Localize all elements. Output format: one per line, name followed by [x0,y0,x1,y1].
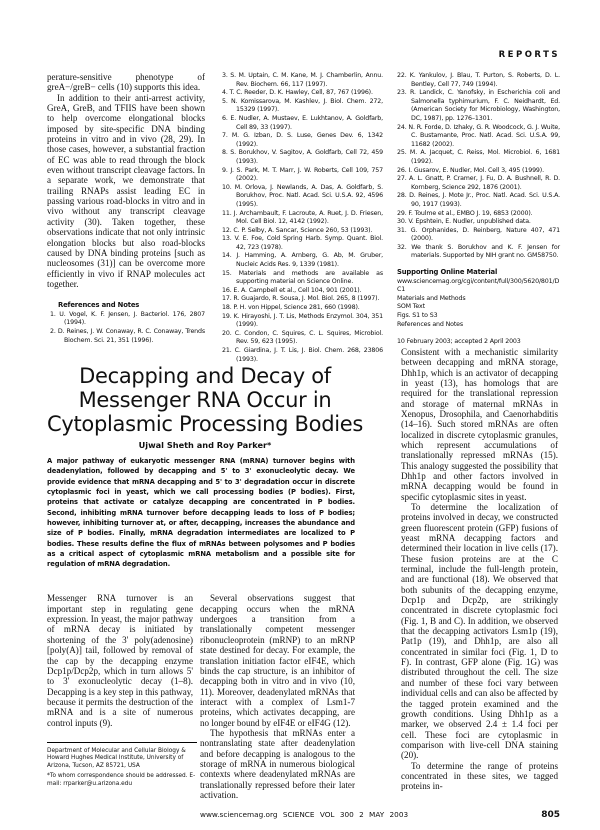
som-line: SOM Text [397,303,425,311]
reference-item: 7. M. G. Izban, D. S. Luse, Genes Dev. 6, 1342 (1992). [222,132,383,148]
references-col-2 [222,72,383,364]
reference-item: 27. A. L. Gnatt, P. Cramer, J. Fu, D. A. Bushnell, R. D. Kornberg, Science 292, 1876 (2001). [397,175,560,191]
som-line: Figs. S1 to S3 [397,312,438,320]
reference-item: 3. S. M. Uptain, C. M. Kane, M. J. Chamberlin, Annu. Rev. Biochem. 66, 117 (1997). [222,72,383,88]
page-footer [47,810,560,820]
reference-item: 24. N. R. Forde, D. Izhaky, G. R. Woodcock, G. J. Wuite, C. Bustamante, Proc. Natl. Acad. Sci. U.S.A. 99, 11682 (2002). [397,123,560,148]
paragraph: In addition to their anti-arrest activity, GreA, GreB, and TFIIS have been shown to help overcome elongational blocks imposed by site-specific DNA binding proteins in vitro and in vivo (28, 29). In those cases, however, a substantial fraction of EC was able to read through the block even without transcript cleavage factors. In a separate work, we demonstrate that trailing RNAPs assist leading EC in passing various road-blocks in vitro and in vivo without any transcript cleavage activity (30). Taken together, these observations indicate that not only intrinsic elongation blocks but also road-blocks caused by DNA binding proteins [such as nucleosomes (31)] can be overcome more efficiently in vivo if RNAP molecules act together. [47,92,205,289]
reference-item: 4. T. C. Reeder, D. K. Hawley, Cell, 87, 767 (1996). [222,89,373,97]
reference-item: 22. K. Yankulov, J. Blau, T. Purton, S. Roberts, D. L. Bentley, Cell 77, 749 (1994). [397,72,560,88]
footer-site: www.sciencemag.org [200,810,278,820]
reference-item: 1. U. Vogel, K. F. Jensen, J. Bacteriol. 176, 2807 (1994). [50,310,205,327]
footer-date: 2 MAY 2003 [359,810,409,820]
left-area [47,72,383,800]
reference-item: 29. F. Toulme et al., EMBO J. 19, 6853 (2000). [397,209,533,217]
som-heading: Supporting Online Material [397,268,498,277]
reference-item: 26. I. Gusarov, E. Nudler, Mol. Cell 3, 495 (1999). [397,166,544,174]
reference-item: 20. C. Condon, C. Squires, C. L. Squires, Microbiol. Rev. 59, 623 (1995). [222,329,383,346]
paragraph: The hypothesis that mRNAs enter a nontranslating state after deadenylation and before decapping is analogous to the storage of mRNA in numerous biological contexts where deadenylated mRNAs are translationally repressed before their later activation. [200,727,355,800]
paragraph: Consistent with a mechanistic similarity between decapping and mRNA storage, Dhh1p, which is an activator of decapping in yeast (13), has homologs that are required for the translational repression and storage of maternal mRNAs in Xenopus, Drosophila, and Caenorhabditis (14–16). Such stored mRNAs are often localized in discrete cytoplasmic granules, which represent accumulations of translationally repressed mRNAs (15). This analogy suggested the possibility that Dhh1p and other factors involved in mRNA decapping would be found in specific cytoplasmic sites in yeast. [401,346,558,502]
reference-item: 30. V. Epshtein, E. Nudler, unpublished data. [397,218,531,226]
reference-item: 8. S. Borukhov, V. Sagitov, A. Goldfarb, Cell 72, 459 (1993). [222,149,383,165]
reference-item: 6. E. Nudler, A. Mustaev, E. Lukhtanov, A. Goldfarb, Cell 89, 33 (1997). [222,114,383,131]
section-header: REPORTS [498,50,560,60]
reference-item: 15. Materials and methods are available as supporting material on Science Online. [222,269,383,286]
references-col-3 [397,72,560,261]
paragraph: Several observations suggest that decapping occurs when the mRNA undergoes a transition from a translationally competent messenger ribonucleoprotein (mRNP) to an mRNP state destined for decay. For example, the translation initiation factor eIF4E, which binds the cap structure, is an inhibitor of decapping both in vitro and in vivo (10, 11). Moreover, deadenylated mRNAs that interact with a complex of Lsm1-7 proteins, which activates decapping, are no longer bound by eIF4E or eIF4G (12). [200,593,355,728]
reference-item: 23. R. Landick, C. Yanofsky, in Escherichia coli and Salmonella typhimurium, F. C. Neidhardt, Ed. (American Society for Microbiology, Washington, DC, 1987), pp. 1276–1301. [397,89,560,122]
footer-journal: SCIENCE [282,810,315,820]
footer-volume: VOL 300 [319,810,354,820]
paragraph: perature-sensitive phenotype of greA−/greB− cells (10) supports this idea. [47,72,205,93]
footer-info [200,810,408,819]
references-heading: References and Notes [58,301,140,310]
reference-item: 2. D. Reines, J. W. Conaway, R. C. Conaway, Trends Biochem. Sci. 21, 351 (1996). [50,328,205,344]
article-abstract: A major pathway of eukaryotic messenger RNA (mRNA) turnover begins with deadenylation, followed by decapping and 5' to 3' exonucleolytic decay. We provide evidence that mRNA decapping and 5' to 3' degradation occur in discrete cytoplasmic foci in yeast, which we call processing bodies (P bodies). First, proteins that activate or catalyze decapping are concentrated in P bodies. Second, inhibiting mRNA turnover before decapping leads to loss of P bodies; however, inhibiting turnover at, or after, decapping, increases the abundance and size of P bodies. Finally, mRNA degradation intermediates are localized to P bodies. These results define the flux of mRNAs between polysomes and P bodies as a critical aspect of cytoplasmic mRNA metabolism and a possible site for regulation of mRNA degradation. [47,457,355,569]
body-col-1 [47,593,196,791]
affiliation-footnote [47,742,197,789]
reference-item: 5. N. Komissarova, M. Kashlev, J. Biol. Chem. 272, 15329 (1997). [222,97,383,114]
reference-item: 18. P. H. von Hippel, Science 281, 660 (1998). [222,304,360,312]
som-link[interactable]: www.sciencemag.org/cgi/content/full/300/5620/801/DC1 [397,277,560,294]
reference-item: 9. J. S. Park, M. T. Marr, J. W. Roberts, Cell 109, 757 (2002). [222,166,383,183]
right-area [397,72,560,792]
paragraph: To determine the localization of proteins involved in decay, we constructed green fluorescent protein (GFP) fusions of yeast mRNA decapping factors and determined their location in live cells (17). These fusion proteins are at the C terminal, include the full-length protein, and are functional (18). We observed that both subunits of the decapping enzyme, Dcp1p and Dcp2p, are strikingly concentrated in discrete cytoplasmic foci (Fig. 1, B and C). In addition, we observed that the decapping activators Lsm1p (19), Pat1p (19), and Dhh1p, are also all concentrated in similar foci (Fig. 1, D to F). In contrast, GFP alone (Fig. 1G) was distributed throughout the cell. The size and number of these foci vary between individual cells and can also be affected by the tagged protein examined and the growth conditions. Using Dhh1p as a marker, we observed 2.4 ± 1.4 foci per cell. These foci are cytoplasmic in comparison with live-cell DNA staining (20). [401,501,558,761]
som-line: References and Notes [397,320,464,328]
reference-item: 31. G. Orphanides, D. Reinberg, Nature 407, 471 (2000). [397,226,560,243]
reference-item: 10. M. Orlova, J. Newlands, A. Das, A. Goldfarb, S. Borukhov, Proc. Natl. Acad. Sci. U.S.A. 92, 4596 (1995). [222,183,383,208]
reference-item: 19. K. Hirayoshi, J. T. Lis, Methods Enzymol. 304, 351 (1999). [222,312,383,329]
page-number: 805 [541,810,560,821]
reference-item: 11. J. Archambault, F. Lacroute, A. Ruet, J. D. Friesen, Mol. Cell Biol. 12, 4142 (1992). [222,209,383,226]
top-row [47,72,383,364]
prev-article-text [47,72,205,289]
right-top [397,72,560,347]
som-line: Materials and Methods [397,294,466,302]
body-col-2 [200,593,355,800]
correspondence: *To whom correspondence should be addressed. E-mail: rrparker@u.arizona.edu [47,773,196,787]
reference-item: 17. R. Guajardo, R. Sousa, J. Mol. Biol. 265, 8 (1997). [222,295,380,303]
supporting-material [397,268,560,347]
body-row [47,593,383,800]
reference-item: 32. We thank S. Borukhov and K. F. Jensen for materials. Supported by NIH grant no. GM58750. [397,243,560,260]
body-col-1-text [47,593,193,727]
article-authors: Ujwal Sheth and Roy Parker* [138,440,272,451]
paragraph: Messenger RNA turnover is an important step in regulating gene expression. In yeast, the major pathway of mRNA decay is initiated by shortening of the 3' poly(adenosine) [poly(A)] tail, followed by removal of the cap by the decapping enzyme Dcp1p/Dcp2p, which in turn allows 5' to 3' exonucleolytic decay (1–8). Decapping is a key step in this pathway, because it permits the destruction of the mRNA and is a site of numerous control inputs (9). [47,593,193,728]
reference-item: 14. J. Hamming, A. Arnberg, G. Ab, M. Gruber, Nucleic Acids Res. 9, 1339 (1981). [222,252,383,269]
reference-item: 21. C. Giardina, J. T. Lis, J. Biol. Chem. 268, 23806 (1993). [222,347,383,363]
page-grid [47,72,600,800]
reference-item: 13. V. E. Foe, Cold Spring Harb. Symp. Quant. Biol. 42, 723 (1978). [222,235,383,251]
received-dates: 10 February 2003; accepted 2 April 2003 [397,338,521,346]
reference-item: 16. E. A. Campbell et al., Cell 104, 901 (2001). [222,286,362,294]
body-col-3 [401,347,558,792]
reference-item: 12. C. P. Selby, A. Sancar, Science 260, 53 (1993). [222,226,373,234]
prev-article-column [47,72,205,345]
article-title: Decapping and Decay of Messenger RNA Occur in Cytoplasmic Processing Bodies [46,364,364,437]
references-col-1 [47,301,205,345]
paragraph: To determine the range of proteins concentrated in these sites, we tagged proteins in- [401,760,558,792]
reference-item: 25. M. A. Jacquet, C. Reiss, Mol. Microbiol. 6, 1681 (1992). [397,149,560,165]
affiliation: Department of Molecular and Cellular Biology & Howard Hughes Medical Institute, University of Arizona, Tucson, AZ 85721, USA [47,747,186,769]
reference-item: 28. D. Reines, J. Mote Jr., Proc. Natl. Acad. Sci. U.S.A. 90, 1917 (1993). [397,192,560,208]
